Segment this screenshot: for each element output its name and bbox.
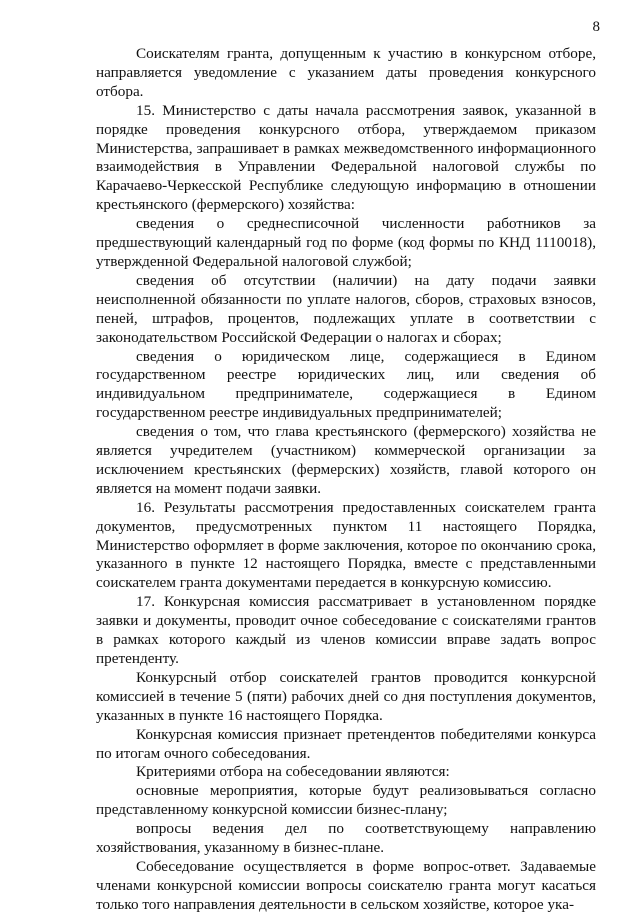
paragraph-15-ministry-request: 15. Министерство с даты начала рассмотрения заявок, указанной в порядке проведения конкурсного отбора, утверждаемом приказом Министерства, запрашивает в рамках межведомственного информационного взаимодействия в Управлении Федеральной налоговой службы по Карачаево-Черкесской Республике следующую информацию в отношении крестьянского (фермерского) хозяйства: bbox=[96, 101, 596, 214]
document-body bbox=[96, 45, 596, 915]
paragraph-tax-obligations-info: сведения об отсутствии (наличии) на дату подачи заявки неисполненной обязанности по уплате налогов, сборов, страховых взносов, пеней, штрафов, процентов, подлежащих уплате в соответствии с законодательством Российской Федерации о налогах и сборах; bbox=[96, 271, 596, 346]
paragraph-criterion-business: вопросы ведения дел по соответствующему направлению хозяйствования, указанному в бизнес-плане. bbox=[96, 820, 596, 857]
paragraph-winners: Конкурсная комиссия признает претендентов победителями конкурса по итогам очного собеседования. bbox=[96, 725, 596, 762]
paragraph-criteria-heading: Критериями отбора на собеседовании являются: bbox=[136, 763, 450, 781]
paragraph-headcount-info: сведения о среднесписочной численности работников за предшествующий календарный год по форме (код формы по КНД 1110018), утвержденной Федеральной налоговой службой; bbox=[96, 215, 596, 270]
paragraph-16-review-results: 16. Результаты рассмотрения предоставленных соискателем гранта документов, предусмотренных пунктом 11 настоящего Порядка, Министерство оформляет в форме заключения, которое по окончанию срока, указанного в пункте 12 настоящего Порядка, вместе с представленными соискателем гранта документами передается в конкурсную комиссию. bbox=[96, 498, 596, 592]
paragraph-founder-info: сведения о том, что глава крестьянского (фермерского) хозяйства не является учредителем (участником) коммерческой организации за исключением крестьянских (фермерских) хозяйств, главой которого он является на момент подачи заявки. bbox=[96, 423, 596, 497]
paragraph-registry-info: сведения о юридическом лице, содержащиеся в Едином государственном реестре юридических лиц, или сведения об индивидуальном предпринимателе, содержащиеся в Едином государственном реестре индивидуальных предпринимателей; bbox=[96, 347, 596, 422]
paragraph-17-commission-review: 17. Конкурсная комиссия рассматривает в установленном порядке заявки и документы, проводит очное собеседование с соискателями грантов в рамках которого каждый из членов комиссии вправе задать вопрос претенденту. bbox=[96, 593, 596, 667]
paragraph-selection-period: Конкурсный отбор соискателей грантов проводится конкурсной комиссией в течение 5 (пяти) рабочих дней со дня поступления документов, указанных в пункте 16 настоящего Порядка. bbox=[96, 668, 596, 724]
page-number: 8 bbox=[592, 19, 600, 35]
paragraph-criterion-activities: основные мероприятия, которые будут реализовываться согласно представленному конкурсной комиссии бизнес-плану; bbox=[96, 782, 596, 819]
paragraph-notification: Соискателям гранта, допущенным к участию в конкурсном отборе, направляется уведомление с указанием даты проведения конкурсного отбора. bbox=[96, 45, 596, 100]
paragraph-interview-format: Собеседование осуществляется в форме вопрос-ответ. Задаваемые членами конкурсной комиссии вопросы соискателю гранта могут касаться только того направления деятельности в сельском хозяйстве, которое ука- bbox=[96, 857, 596, 913]
